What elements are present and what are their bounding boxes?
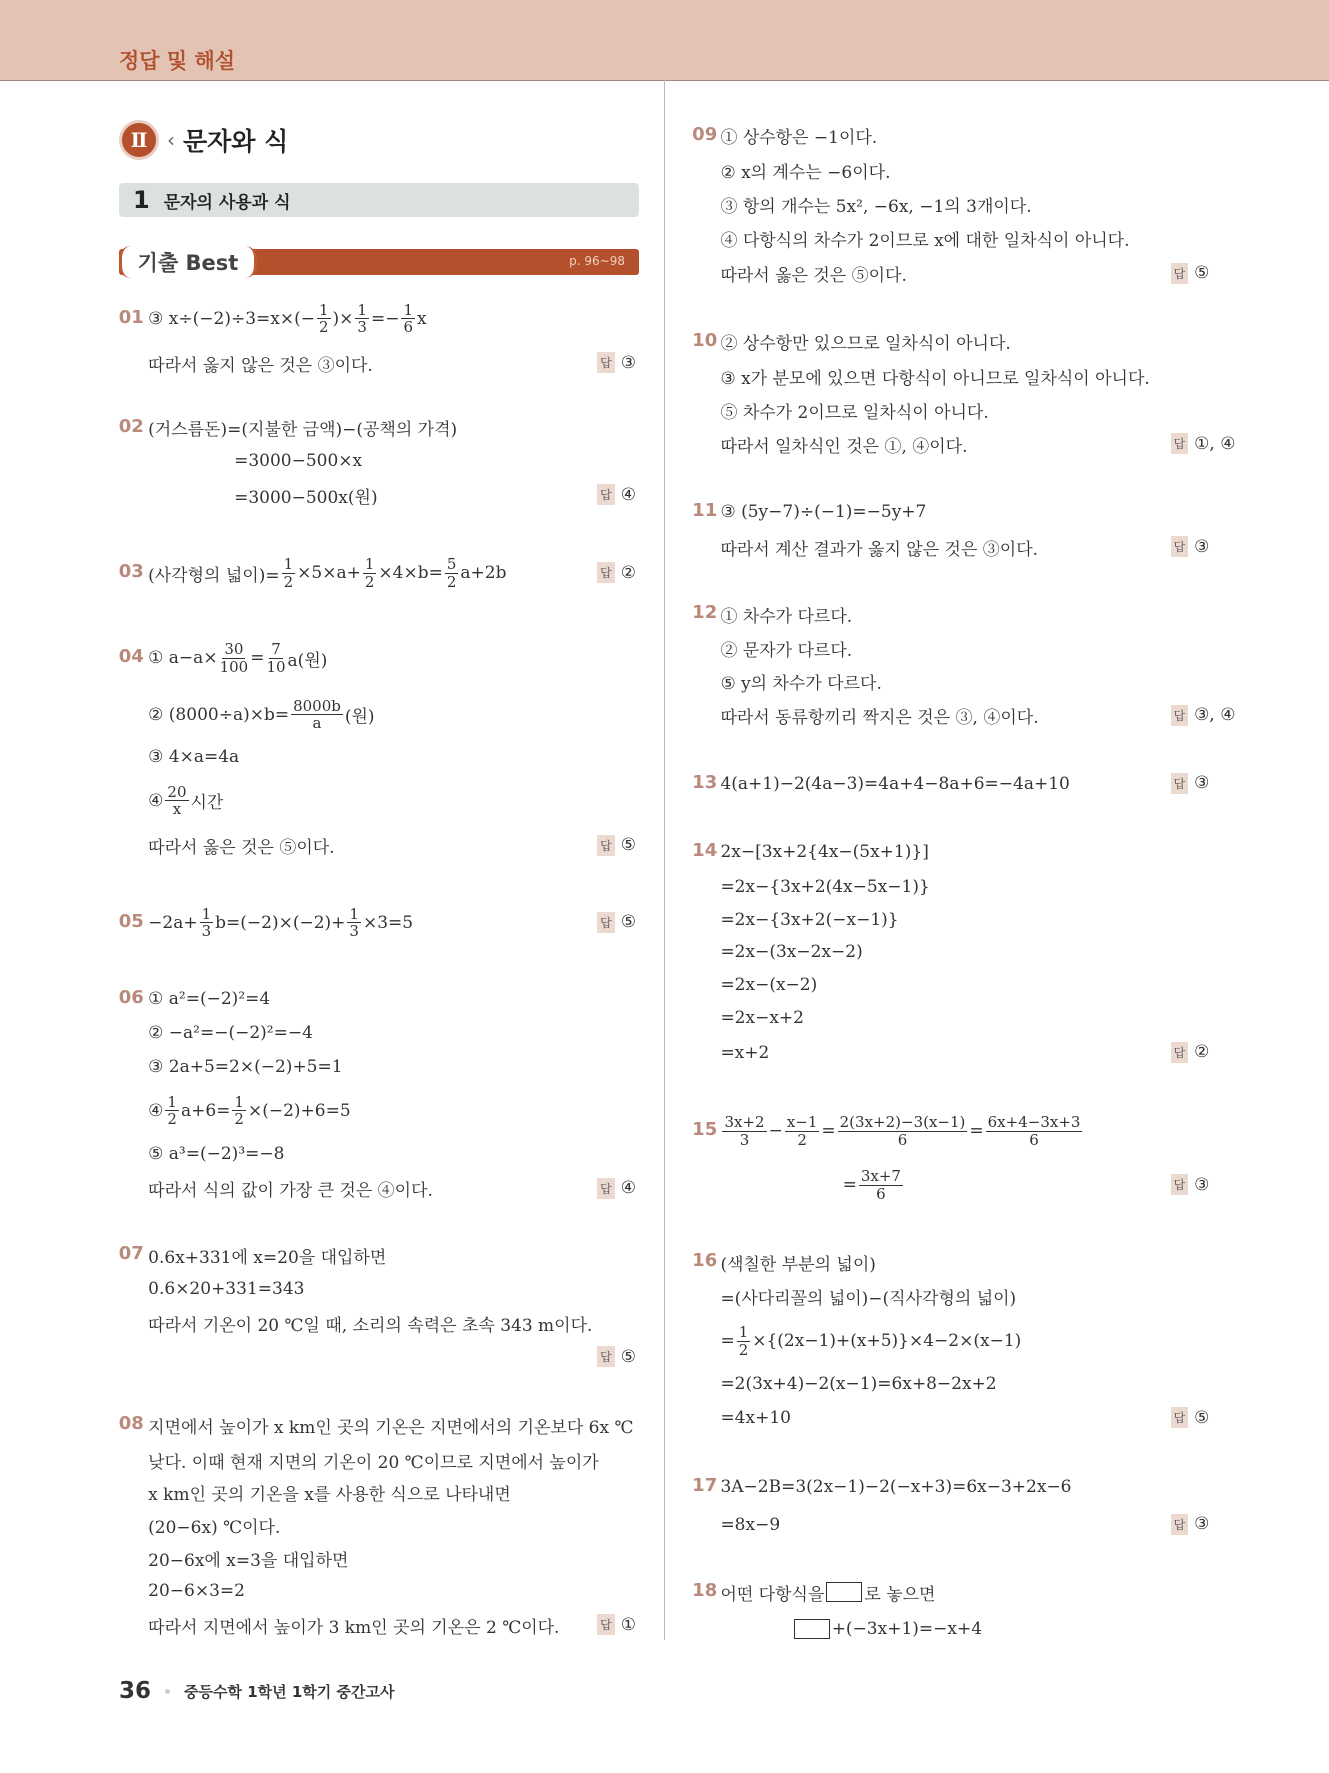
answer-tag: 답 — [1171, 1042, 1189, 1063]
text-segment: − — [768, 1121, 783, 1141]
answer-tag: 답 — [1171, 536, 1189, 557]
fraction — [355, 302, 369, 336]
blank-box — [826, 1582, 862, 1602]
answer-value: ③ — [620, 352, 636, 373]
fraction — [282, 556, 296, 590]
best-banner — [119, 249, 639, 275]
denominator: 2 — [318, 318, 329, 337]
text-segment: 20−6×3=2 — [148, 1581, 245, 1602]
text-segment: ×5×a+ — [297, 563, 361, 584]
fraction — [838, 1114, 968, 1148]
fraction — [722, 1114, 766, 1148]
text-segment: =3000−500×x — [234, 451, 363, 472]
denominator: 3 — [357, 318, 367, 337]
text-segment: ② (8000÷a)×b= — [148, 704, 290, 725]
denominator: 6 — [403, 318, 413, 337]
text-segment: ① 차수가 다르다. — [720, 606, 853, 627]
text-segment: =2x−x+2 — [720, 1007, 804, 1028]
text-segment: ③ 4×a=4a — [148, 746, 240, 767]
question-number: 02 — [118, 415, 144, 437]
text-segment: −2a+ — [148, 912, 198, 933]
text-segment: ② x의 계수는 −6이다. — [720, 163, 891, 184]
text-segment: ③ 2a+5=2×(−2)+5=1 — [148, 1056, 343, 1077]
best-pages: p. 96~98 — [569, 254, 625, 268]
solution-line — [720, 422, 967, 466]
text-segment: ① a−a× — [148, 648, 218, 669]
solution-line — [720, 1396, 791, 1440]
denominator: 2 — [283, 572, 294, 591]
text-segment: 따라서 식의 값이 가장 큰 것은 ④이다. — [148, 1181, 433, 1202]
solution-line — [148, 693, 374, 737]
question-number: 01 — [118, 306, 144, 328]
text-segment: =2x−(x−2) — [720, 975, 818, 996]
answer-value: ② — [1194, 1042, 1210, 1063]
solution-line — [792, 1607, 982, 1651]
text-segment: ① 상수항은 −1이다. — [720, 128, 878, 149]
solution-line — [720, 762, 1069, 806]
answer-value: ⑤ — [620, 835, 636, 856]
text-segment: =2x−{3x+2(−x−1)} — [720, 909, 899, 930]
answer-value: ③, ④ — [1194, 705, 1236, 726]
answer-tag: 답 — [1171, 705, 1189, 726]
solution-line — [720, 252, 906, 296]
fraction — [737, 1324, 751, 1358]
text-segment: x km인 곳의 기온을 x를 사용한 식으로 나타내면 — [148, 1485, 511, 1506]
text-segment: = — [821, 1121, 836, 1141]
text-segment: 따라서 일차식인 것은 ①, ④이다. — [720, 436, 968, 457]
answer-value: ①, ④ — [1194, 433, 1236, 454]
text-segment: ④ — [148, 1100, 164, 1121]
text-segment: 시간 — [190, 793, 224, 814]
answer — [1171, 1407, 1210, 1428]
text-segment: 따라서 동류항끼리 짝지은 것은 ③, ④이다. — [720, 708, 1039, 729]
answer — [1171, 433, 1236, 454]
text-segment: ② −a²=−(−2)²=−4 — [148, 1022, 313, 1043]
text-segment: ⑤ 차수가 2이므로 일차식이 아니다. — [720, 403, 989, 424]
answer — [1171, 1174, 1210, 1195]
numerator: 1 — [349, 904, 359, 923]
answer — [597, 1178, 636, 1199]
answer-tag: 답 — [1171, 773, 1189, 794]
text-segment: x — [417, 308, 427, 329]
numerator: 8000b — [293, 696, 341, 715]
numerator: 2(3x+2)−3(x−1) — [839, 1113, 966, 1131]
text-segment: ⑤ y의 차수가 다르다. — [720, 674, 882, 695]
question-number: 18 — [692, 1580, 718, 1602]
text-segment: b=(−2)×(−2)+ — [215, 912, 346, 933]
solution-line — [148, 1089, 351, 1133]
solution-line — [148, 297, 426, 341]
text-segment: ② 상수항만 있으므로 일차식이 아니다. — [720, 334, 1011, 355]
header-band — [0, 0, 1329, 81]
solution-line — [720, 1031, 769, 1075]
fraction — [165, 784, 188, 818]
answer-tag: 답 — [1171, 1174, 1189, 1195]
text-segment: ② 문자가 다르다. — [720, 640, 853, 661]
question-number: 11 — [692, 500, 718, 522]
book-title: 중등수학 1학년 1학기 중간고사 — [184, 1682, 395, 1701]
fraction — [785, 1114, 820, 1148]
text-segment: ×4×b= — [378, 563, 443, 584]
answer-tag: 답 — [1171, 263, 1189, 284]
solution-line — [148, 1167, 433, 1211]
text-segment: +(−3x+1)=−x+4 — [831, 1618, 983, 1639]
answer-tag: 답 — [597, 1614, 615, 1635]
numerator: 20 — [167, 782, 187, 801]
numerator: 1 — [234, 1092, 244, 1111]
numerator: 5 — [446, 555, 457, 574]
solution-line — [720, 1274, 1016, 1318]
answer-tag: 답 — [597, 562, 615, 583]
denominator: 10 — [266, 657, 286, 676]
solution-line — [234, 473, 377, 517]
question-number: 09 — [692, 123, 718, 145]
best-label: 기출 Best — [119, 246, 257, 278]
footer-dot — [165, 1689, 170, 1694]
answer-value: ③ — [1194, 773, 1210, 794]
answer-value: ① — [620, 1614, 636, 1635]
chapter-title: 문자와 식 — [183, 127, 289, 156]
fraction — [200, 906, 214, 940]
answer — [597, 1614, 636, 1635]
answer — [1171, 263, 1210, 284]
answer-value: ⑤ — [1194, 1407, 1210, 1428]
text-segment: ④ — [148, 790, 164, 811]
text-segment: ③ 항의 개수는 5x², −6x, −1의 3개이다. — [720, 197, 1032, 218]
numerator: 1 — [318, 300, 329, 319]
text-segment: 따라서 옳은 것은 ⑤이다. — [720, 266, 907, 287]
text-segment: ③ x가 분모에 있으면 다항식이 아니므로 일차식이 아니다. — [720, 369, 1150, 390]
numerator: x−1 — [786, 1113, 818, 1131]
text-segment: a+2b — [460, 563, 507, 584]
answer — [597, 912, 636, 933]
numerator: 30 — [224, 640, 244, 659]
answer-tag: 답 — [1171, 433, 1189, 454]
column-divider — [664, 80, 665, 1640]
question-number: 06 — [118, 986, 144, 1008]
text-segment: (색칠한 부분의 넓이) — [720, 1254, 876, 1275]
section-title: 문자의 사용과 식 — [163, 192, 291, 213]
numerator: 6x+4−3x+3 — [987, 1113, 1081, 1131]
fraction — [232, 1094, 246, 1128]
numerator: 1 — [364, 555, 375, 574]
fraction — [291, 698, 343, 732]
numerator: 1 — [738, 1323, 749, 1342]
solution-line — [720, 525, 1038, 569]
question-number: 03 — [118, 561, 144, 583]
text-segment: 낮다. 이때 현재 지면의 기온이 20 ℃이므로 지면에서 높이가 — [148, 1452, 599, 1473]
text-segment: 로 놓으면 — [864, 1584, 936, 1605]
text-segment: 따라서 옳지 않은 것은 ③이다. — [148, 355, 373, 376]
text-segment: 4(a+1)−2(4a−3)=4a+4−8a+6=−4a+10 — [720, 773, 1070, 794]
question-number: 15 — [692, 1119, 718, 1140]
question-number: 07 — [118, 1243, 144, 1265]
answer-tag: 답 — [597, 484, 615, 505]
solution-line — [148, 1301, 592, 1345]
question-number: 14 — [692, 839, 718, 861]
text-segment: 0.6×20+331=343 — [148, 1279, 305, 1300]
fraction — [347, 906, 361, 940]
text-segment: (거스름돈)=(지불한 금액)−(공책의 가격) — [148, 420, 458, 441]
text-segment: =2x−(3x−2x−2) — [720, 942, 863, 963]
question-number: 17 — [692, 1475, 718, 1497]
text-segment: ×(−2)+6=5 — [247, 1100, 351, 1121]
solution-line — [720, 1503, 780, 1547]
denominator: 2 — [167, 1110, 177, 1129]
fraction — [401, 302, 415, 336]
text-segment: (원) — [344, 707, 375, 728]
text-segment: =x+2 — [720, 1042, 770, 1063]
answer — [597, 484, 636, 505]
fraction — [165, 1094, 179, 1128]
text-segment: 20−6x에 x=3을 대입하면 — [148, 1551, 349, 1572]
text-segment: 3A−2B=3(2x−1)−2(−x+3)=6x−3+2x−6 — [720, 1477, 1072, 1498]
text-segment: =3000−500x(원) — [234, 487, 378, 508]
denominator: 6 — [897, 1130, 908, 1149]
answer-tag: 답 — [1171, 1407, 1189, 1428]
text-segment: =(사다리꼴의 넓이)−(직사각형의 넓이) — [720, 1288, 1017, 1309]
answer-value: ② — [620, 562, 636, 583]
numerator: 1 — [201, 904, 212, 923]
denominator: a — [312, 714, 322, 733]
text-segment: (사각형의 넓이)= — [148, 565, 280, 586]
chapter-heading — [119, 120, 288, 160]
text-segment: ⑤ a³=(−2)³=−8 — [148, 1143, 285, 1164]
text-segment: 어떤 다항식을 — [720, 1584, 825, 1605]
text-segment: 지면에서 높이가 x km인 곳의 기온은 지면에서의 기온보다 6x ℃ — [148, 1417, 634, 1438]
answer — [1171, 536, 1210, 557]
answer — [597, 562, 636, 583]
solution-line — [720, 1109, 1084, 1153]
answer-tag: 답 — [597, 835, 615, 856]
denominator: 3 — [739, 1130, 750, 1149]
numerator: 1 — [167, 1092, 177, 1111]
answer-value: ⑤ — [620, 912, 636, 933]
solution-line — [148, 341, 373, 385]
solution-line — [148, 1045, 342, 1089]
solution-line — [720, 1319, 1021, 1363]
question-number: 12 — [692, 602, 718, 624]
fraction — [859, 1168, 903, 1202]
answer-tag: 답 — [1171, 1514, 1189, 1535]
answer-tag: 답 — [597, 912, 615, 933]
text-segment: 따라서 옳은 것은 ⑤이다. — [148, 838, 335, 859]
text-segment: = — [720, 1331, 735, 1352]
question-number: 16 — [692, 1250, 718, 1272]
numerator: 1 — [283, 555, 294, 574]
question-number: 05 — [118, 910, 144, 932]
fraction — [445, 556, 459, 590]
chevron-left-icon: ‹ — [167, 128, 175, 152]
answer — [597, 835, 636, 856]
text-segment: a(원) — [287, 650, 328, 671]
numerator: 1 — [357, 300, 367, 319]
text-segment: ③ (5y−7)÷(−1)=−5y+7 — [720, 502, 927, 523]
text-segment: =− — [370, 308, 400, 329]
text-segment: =8x−9 — [720, 1514, 781, 1535]
denominator: 6 — [1029, 1130, 1039, 1149]
denominator: x — [172, 800, 182, 819]
text-segment: ④ 다항식의 차수가 2이므로 x에 대한 일차식이 아니다. — [720, 231, 1130, 252]
denominator: 2 — [797, 1130, 807, 1149]
numerator: 7 — [271, 640, 281, 659]
solution-line — [720, 694, 1038, 738]
answer — [1171, 1514, 1210, 1535]
fraction — [266, 641, 285, 675]
text-segment: ×3=5 — [362, 912, 414, 933]
denominator: 2 — [234, 1110, 244, 1129]
fraction — [317, 302, 331, 336]
denominator: 2 — [446, 572, 457, 591]
answer-value: ⑤ — [1194, 263, 1210, 284]
denominator: 3 — [201, 922, 212, 941]
text-segment: = — [842, 1175, 857, 1196]
text-segment: a+6= — [180, 1100, 231, 1121]
text-segment: )× — [332, 308, 354, 329]
denominator: 6 — [876, 1184, 886, 1203]
solution-line — [148, 636, 327, 680]
text-segment: 2x−[3x+2{4x−(5x+1)}] — [720, 841, 929, 862]
text-segment: = — [969, 1121, 984, 1141]
answer-value: ③ — [1194, 536, 1210, 557]
solution-line — [148, 1603, 559, 1647]
fraction — [986, 1114, 1083, 1148]
section-number: 1 — [133, 186, 150, 214]
answer-tag: 답 — [597, 1346, 615, 1367]
text-segment: 따라서 계산 결과가 옳지 않은 것은 ③이다. — [720, 539, 1039, 560]
answer-value: ④ — [620, 1178, 636, 1199]
text-segment: 따라서 기온이 20 ℃일 때, 소리의 속력은 초속 343 m이다. — [148, 1315, 593, 1336]
solution-line — [148, 901, 413, 945]
answer-tag: 답 — [597, 352, 615, 373]
answer — [1171, 1042, 1210, 1063]
answer — [597, 352, 636, 373]
solution-line — [148, 735, 239, 779]
answer — [597, 1346, 636, 1367]
solution-line — [843, 1163, 905, 1207]
text-segment: = — [250, 648, 265, 669]
question-number: 08 — [118, 1413, 144, 1435]
header-title: 정답 및 해설 — [119, 49, 236, 73]
answer — [1171, 705, 1236, 726]
solution-line — [148, 551, 506, 595]
question-number: 10 — [692, 329, 718, 351]
answer-value: ③ — [1194, 1514, 1210, 1535]
question-number: 04 — [118, 646, 144, 668]
denominator: 3 — [349, 922, 359, 941]
chapter-number-badge: Ⅱ — [119, 120, 159, 160]
denominator: 100 — [219, 657, 249, 676]
numerator: 1 — [403, 300, 413, 319]
footer — [119, 1678, 394, 1704]
numerator: 3x+7 — [860, 1167, 901, 1186]
denominator: 2 — [738, 1340, 749, 1359]
answer-value: ④ — [620, 484, 636, 505]
text-segment: ③ x÷(−2)÷3=x×(− — [148, 308, 315, 329]
text-segment: =2(3x+4)−2(x−1)=6x+8−2x+2 — [720, 1374, 997, 1395]
text-segment: 0.6x+331에 x=20을 대입하면 — [148, 1247, 387, 1268]
text-segment: =2x−{3x+2(4x−5x−1)} — [720, 876, 930, 897]
answer-value: ⑤ — [620, 1346, 636, 1367]
fraction — [363, 556, 377, 590]
text-segment: (20−6x) ℃이다. — [148, 1518, 281, 1539]
denominator: 2 — [364, 572, 375, 591]
solution-line — [148, 779, 223, 823]
text-segment: ×{(2x−1)+(x+5)}×4−2×(x−1) — [752, 1331, 1022, 1352]
solution-line — [148, 824, 334, 868]
text-segment: 따라서 지면에서 높이가 3 km인 곳의 기온은 2 ℃이다. — [148, 1617, 560, 1638]
numerator: 3x+2 — [724, 1113, 765, 1131]
fraction — [220, 641, 249, 675]
text-segment: =4x+10 — [720, 1408, 791, 1429]
text-segment: ① a²=(−2)²=4 — [148, 988, 271, 1009]
answer-value: ③ — [1194, 1174, 1210, 1195]
question-number: 13 — [692, 771, 718, 793]
answer — [1171, 773, 1210, 794]
section-bar — [119, 183, 639, 217]
answer-tag: 답 — [597, 1178, 615, 1199]
blank-box — [794, 1619, 830, 1639]
page-number: 36 — [119, 1678, 152, 1704]
